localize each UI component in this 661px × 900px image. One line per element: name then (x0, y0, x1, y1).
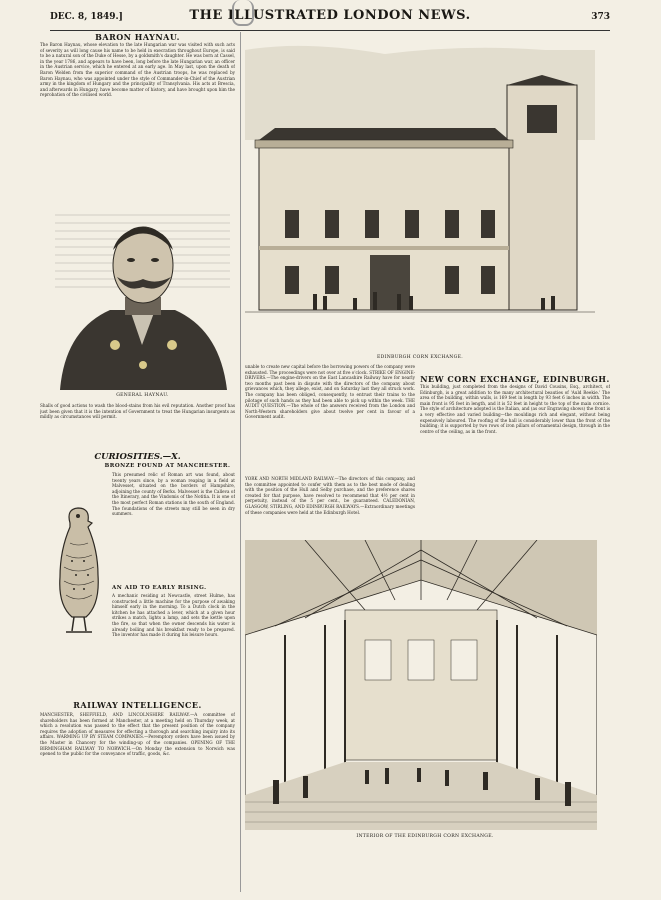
interior-caption: INTERIOR OF THE EDINBURGH CORN EXCHANGE. (356, 834, 494, 839)
railway-heading: RAILWAY INTELLIGENCE. (73, 700, 202, 710)
haynau-caption: GENERAL HAYNAU. (116, 393, 169, 398)
masthead-title: THE ILLUSTRATED LONDON NEWS. (189, 8, 471, 23)
page-number: 373 (591, 12, 610, 22)
curiosities-heading: CURIOSITIES.—X. (94, 452, 181, 462)
bronze-bird-figure (48, 505, 110, 635)
general-haynau-portrait (55, 205, 230, 390)
railway-text: MANCHESTER, SHEFFIELD, AND LINCOLNSHIRE RAILWAY.—A committee of shareholders has been formed at Manchester, at a meeting held on Thursday week, at which a resolution was passed to the effect that the present position of the company requires the adoption of measures for effecting a thorough and searching inquiry into its affairs. WARMING UP BY STEAM COMPANIES.—Peremptory orders have been issued by the Master in Chancery for the winding-up of the companies. OPENING OF THE BIRMINGHAM RAILWAY TO NORWICH.—On Monday the extension to Norwich was opened to the public for the conveyance of traffic, goods, &c. (40, 712, 235, 757)
corn-exchange-exterior-engraving (245, 40, 595, 350)
corn-exchange-interior-engraving (245, 540, 597, 830)
haynau-heading: BARON HAYNAU. (95, 32, 180, 42)
exterior-caption: EDINBURGH CORN EXCHANGE. (376, 355, 463, 360)
issue-date: DEC. 8, 1849.] (50, 12, 123, 22)
paperclip-icon (232, 0, 254, 26)
corn-exchange-heading: NEW CORN EXCHANGE, EDINBURGH. (420, 374, 610, 384)
haynau-article-text: The Baron Haynau, whose elevation to the late Hungarian war was visited with such acts of severity as will long cause his name to be held in execration throughout Europe, is said to be a natural son of the Duke of Hesse, by a goldsmith's daughter. He was born at Cassel, in the year 1786, and appears to have been, long before the late Hungarian war, an officer in the Austrian service, which he entered at an early age. In May last, upon the death of Baron Welden from the superior command of the Austrian troops, he was replaced by Baron Haynau, who was appointed under the style of Commander-in-Chief of the Austrian army in the kingdom of Hungary and the principality of Transylvania. His acts at Brescia, and afterwards in Hungary, have become matter of history, and have brought upon him the reprobation of the civilised world. (40, 42, 235, 98)
haynau-article-continued: Shalls of good actions to wash the blood-stains from his evil reputation. Another proof has just been given that it is the intention of Government to treat the Hungarian insurgents as mildly as circumstances will permit. (40, 403, 235, 420)
early-rising-heading: AN AID TO EARLY RISING. (112, 585, 207, 591)
early-rising-text: A mechanic residing at Newcastle, street Hulme, has constructed a little machine for the purpose of awaking himself early in the morning. To a Dutch clock in the kitchen he has attached a lever, which at a given hour strikes a match, lights a lamp, and sets the kettle upon the fire, so that when the owner descends his water is already boiling and his breakfast ready to be prepared. The inventor has made it during his leisure hours. (112, 593, 235, 638)
roman-bronze-heading: BRONZE FOUND AT MANCHESTER. (104, 463, 231, 469)
york-midland-text: YORK AND NORTH MIDLAND RAILWAY.—The directors of this company, and the committee appointed to confer with them as to the best mode of dealing with the position of the Hull and Selby purchase, and the preference shares created for that purpose, have resolved to recommend that 4½ per cent in perpetuity, instead of the 5 per cent., be guaranteed. CALEDONIAN, GLASGOW, STIRLING, AND EDINBURGH RAILWAYS.—Extraordinary meetings of these companies were held at the Edinburgh Hotel. (245, 476, 415, 515)
column-rule (240, 32, 241, 892)
roman-bronze-text: This presumed relic of Roman art was found, about twenty years since, by a woman reaping in a field at Malvesset, situated on the borders of Hampshire, adjoining the county of Berks. Malvesset is the Calleva of the Itinerary, and the Vindomis of the Notitia. It is one of the most perfect Roman stations in the south of England. The foundations of the streets may still be seen in dry summers. (112, 472, 235, 517)
running-header (50, 8, 610, 31)
corn-exchange-text: This building, just completed from the designs of David Cousins, Esq., architect, of Edinburgh, is a great addition to the many architectural beauties of 'Auld Reekie.' The area of the building, within walls, is 169 feet in length by 93 feet 6 inches in width. The main front is 95 feet in length, and it is 52 feet in height to the top of the main cornice. The style of architecture adopted is the Italian, and (as our Engraving shows) the front is a very effective and varied building—the mouldings rich and elegant, without being expensively laboured. The roofing of the hall is considerably lower than the front of the building; it is supported by two rows of iron pillars of ornamental design, through in the centre of the ceiling, as in the front. (420, 384, 610, 434)
railway-continued-text: unable to create new capital before the borrowing powers of the company were exhausted. The proceedings were not over at five o'clock. STRIKE OF ENGINE-DRIVERS.—The engine-drivers on the East Lancashire Railway have for nearly two months past been in dispute with the directors of the company about grievances which, they allege, exist, and on Saturday last they all struck work. The company has been obliged, consequently, to entrust their trains to the pilotage of such hands as they had been able to pick up within the week. THE AUDIT QUESTION.—The whole of the answers received from the London and North-Western shareholders give about twelve per cent in favour of a Government audit. (245, 364, 415, 420)
